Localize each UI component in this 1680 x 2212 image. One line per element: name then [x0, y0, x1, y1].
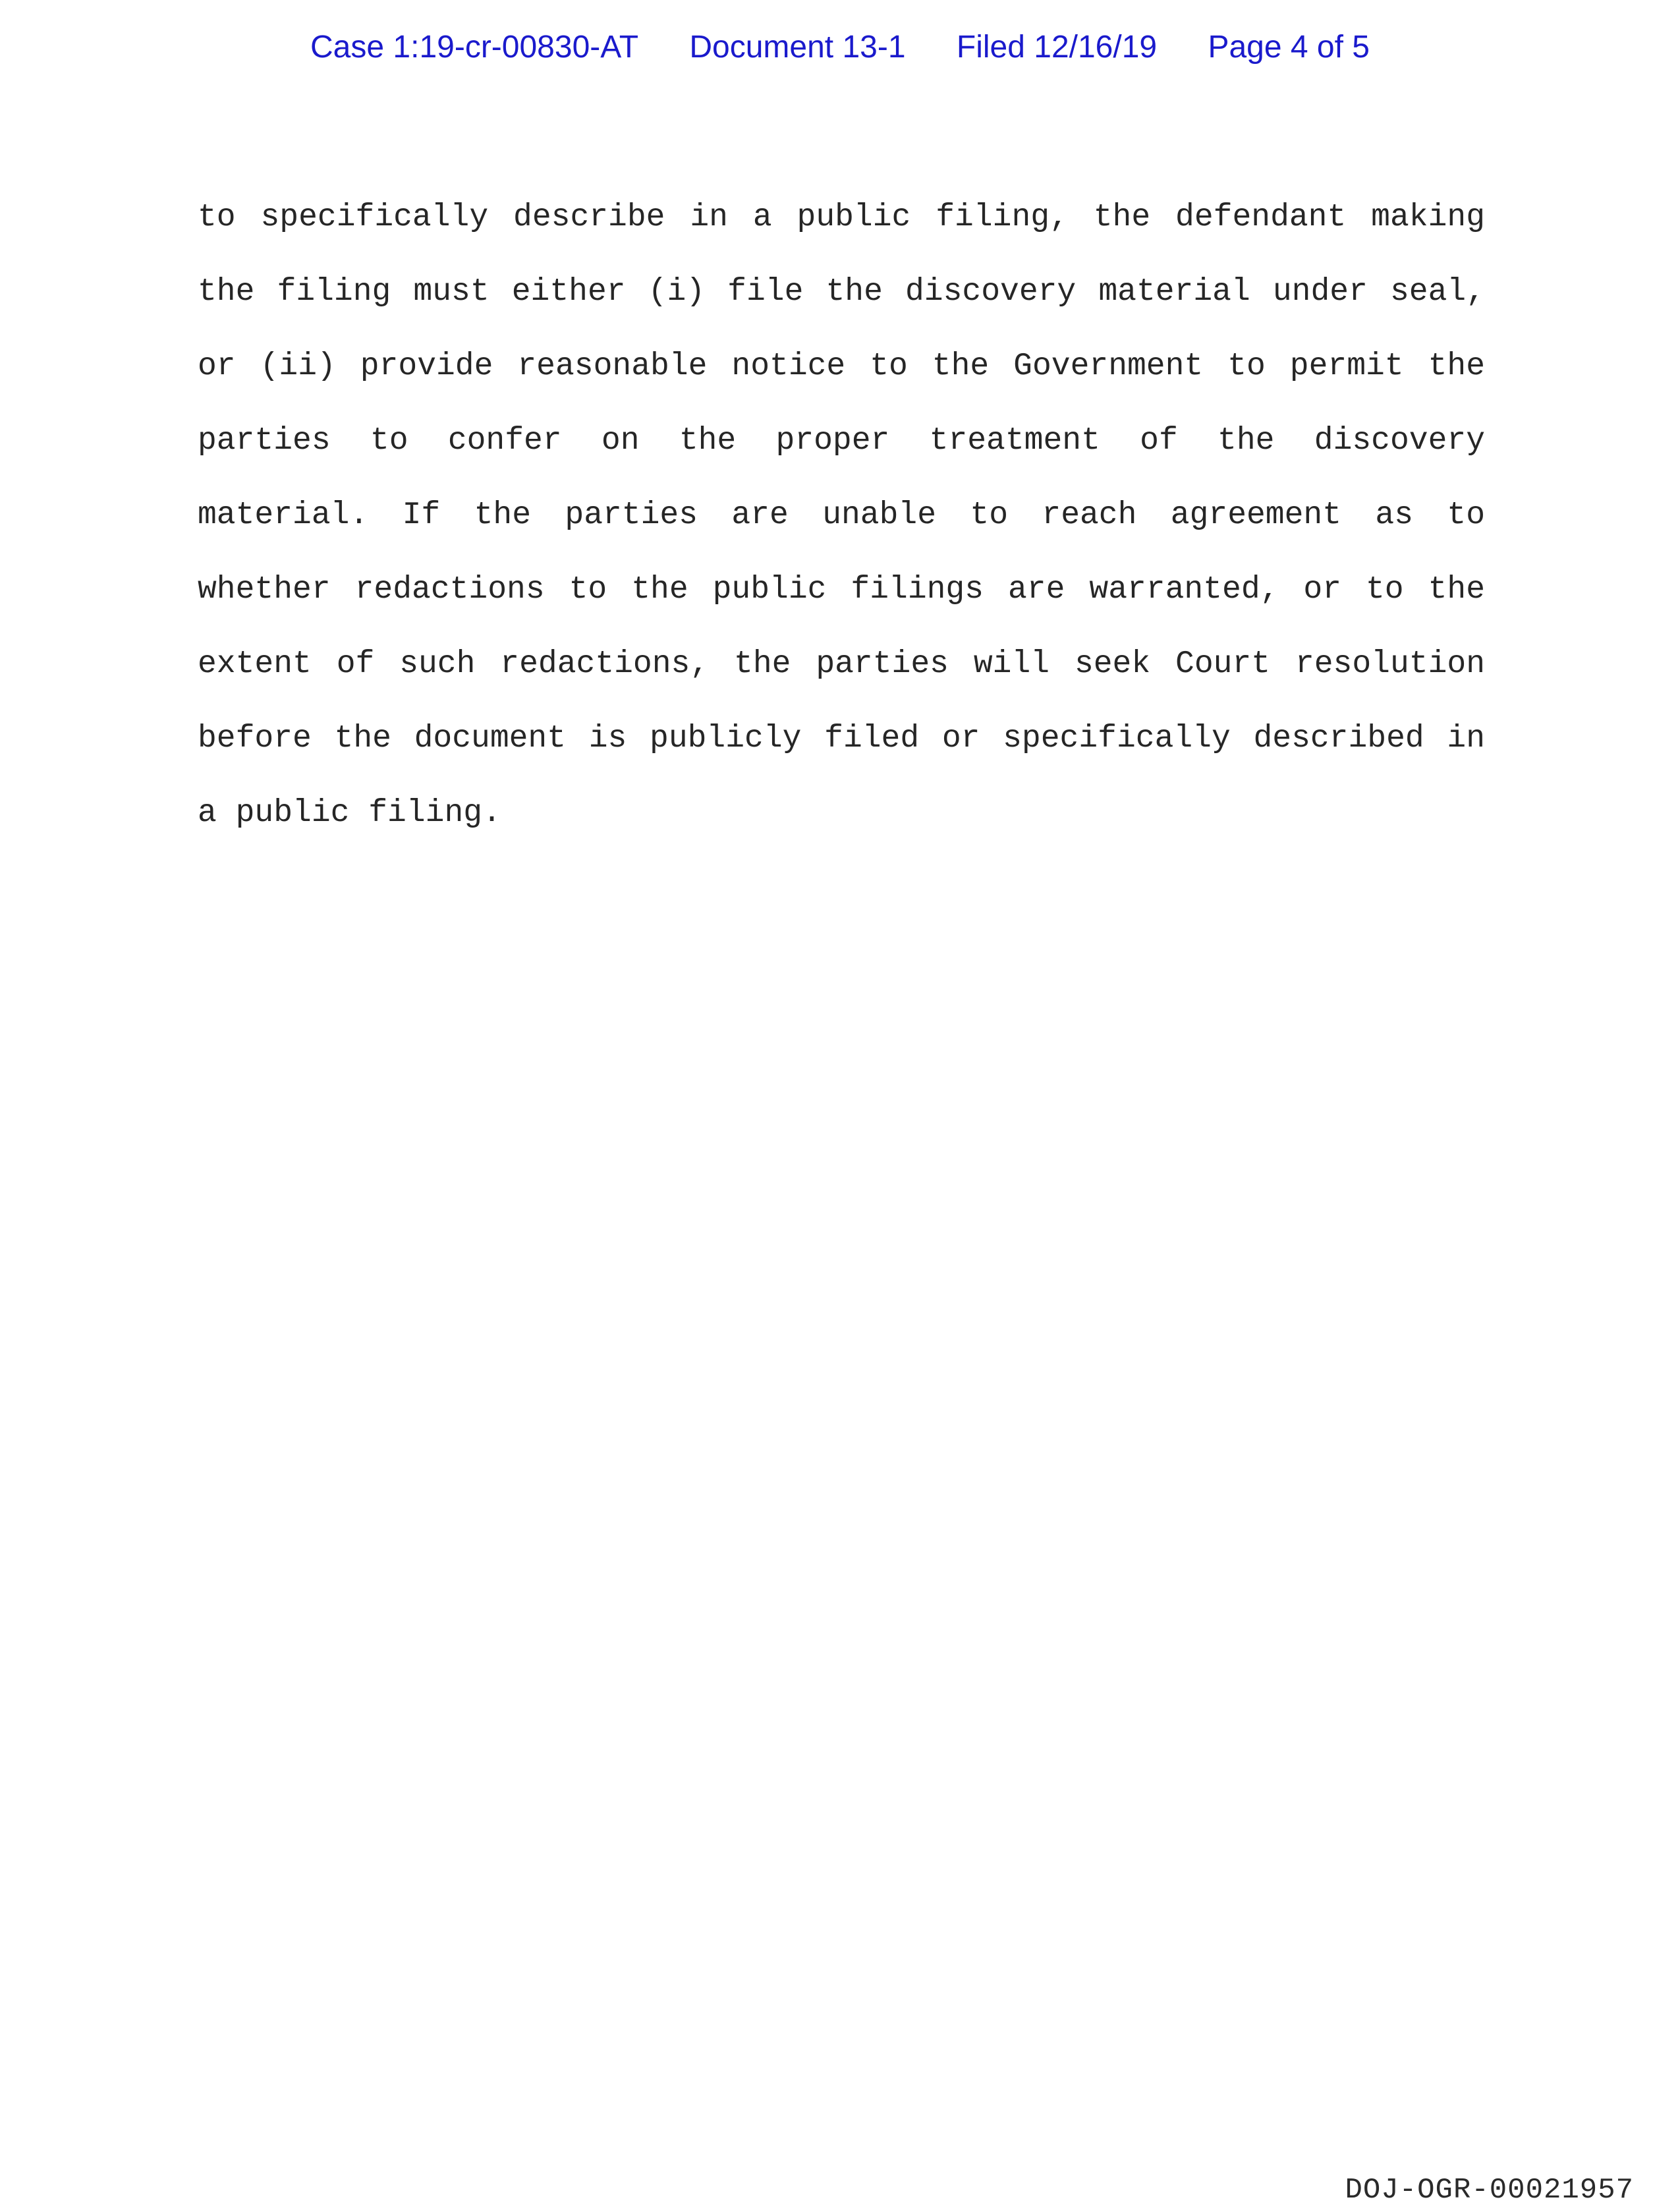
ecf-header [0, 29, 1680, 65]
body-line: a public filing. [198, 795, 501, 831]
filed-date: Filed 12/16/19 [956, 30, 1158, 65]
body-line: or (ii) provide reasonable notice to the Government to permit the [198, 349, 1485, 384]
document-number: Document 13-1 [689, 30, 906, 65]
bates-number: DOJ-OGR-00021957 [1345, 2174, 1634, 2207]
page-number: Page 4 of 5 [1208, 30, 1370, 65]
case-number: Case 1:19-cr-00830-AT [310, 30, 639, 65]
body-line: material. If the parties are unable to reach agreement as to [198, 497, 1485, 533]
body-line: to specifically describe in a public filing, the defendant making [198, 200, 1485, 235]
body-line: whether redactions to the public filings are warranted, or to the [198, 572, 1485, 608]
body-paragraph [198, 195, 1485, 865]
body-line: before the document is publicly filed or specifically described in [198, 721, 1485, 756]
body-line: the filing must either (i) file the discovery material under seal, [198, 274, 1485, 310]
body-line: parties to confer on the proper treatment of the discovery [198, 423, 1485, 459]
body-line: extent of such redactions, the parties will seek Court resolution [198, 646, 1485, 682]
